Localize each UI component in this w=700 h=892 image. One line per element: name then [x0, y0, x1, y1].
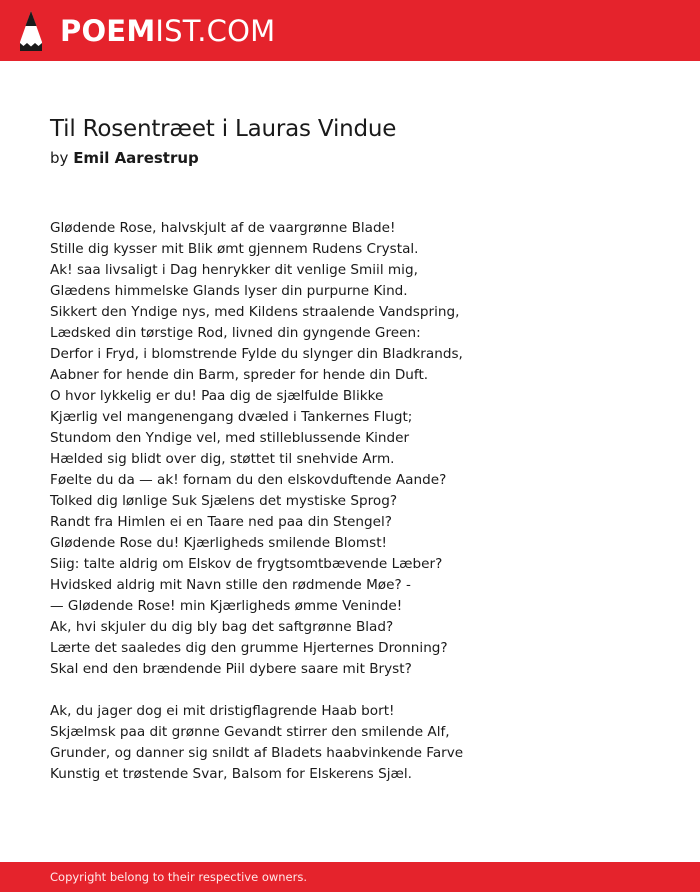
poem-line: Sikkert den Yndige nys, med Kildens straalende Vandspring, — [50, 304, 460, 320]
copyright-text: Copyright belong to their respective owners. — [50, 870, 308, 884]
poem-line: Lædsked din tørstige Rod, livned din gyngende Green: — [50, 325, 421, 341]
poem-stanza-1 — [50, 218, 463, 680]
poem-title: Til Rosentræet i Lauras Vindue — [50, 116, 397, 142]
poem-line: Ak! saa livsaligt i Dag henrykker dit venlige Smiil mig, — [50, 262, 418, 278]
poem-line: Randt fra Himlen ei en Taare ned paa din Stengel? — [50, 514, 392, 530]
poem-line: Glødende Rose du! Kjærligheds smilende Blomst! — [50, 535, 387, 551]
poem-line: Aabner for hende din Barm, spreder for hende din Duft. — [50, 367, 429, 383]
pencil-icon — [18, 10, 44, 52]
poem-line: Føelte du da — ak! fornam du den elskovduftende Aande? — [50, 472, 447, 488]
poem-line: Derfor i Fryd, i blomstrende Fylde du slynger din Bladkrands, — [50, 346, 463, 362]
logo-bold-text: POEM — [60, 14, 156, 48]
poem-line: Hælded sig blidt over dig, støttet til snehvide Arm. — [50, 451, 395, 467]
poem-line: O hvor lykkelig er du! Paa dig de sjælfulde Blikke — [50, 388, 384, 404]
poem-line: Hvidsked aldrig mit Navn stille den rødmende Møe? - — [50, 577, 411, 593]
poem-line: Skjælmsk paa dit grønne Gevandt stirrer den smilende Alf, — [50, 724, 450, 740]
poem-stanza-2 — [50, 701, 463, 785]
site-footer — [0, 862, 700, 892]
byline — [50, 149, 199, 167]
poem-line: Stundom den Yndige vel, med stilleblussende Kinder — [50, 430, 410, 446]
logo-light-text: IST.COM — [155, 14, 276, 48]
logo-wordmark — [60, 9, 275, 53]
poem-line: Lærte det saaledes dig den grumme Hjerternes Dronning? — [50, 640, 448, 656]
site-logo[interactable] — [18, 9, 275, 53]
poem-line: Ak, hvi skjuler du dig bly bag det saftgrønne Blad? — [50, 619, 394, 635]
author-link[interactable]: Emil Aarestrup — [73, 149, 199, 167]
poem-line: — Glødende Rose! min Kjærligheds ømme Veninde! — [50, 598, 403, 614]
site-header — [0, 0, 700, 61]
poem-line: Ak, du jager dog ei mit dristigflagrende Haab bort! — [50, 703, 395, 719]
poem-line: Kjærlig vel mangenengang dvæled i Tankernes Flugt; — [50, 409, 413, 425]
poem-line: Tolked dig lønlige Suk Sjælens det mystiske Sprog? — [50, 493, 398, 509]
poem-line: Grunder, og danner sig snildt af Bladets haabvinkende Farve — [50, 745, 464, 761]
poem-line: Glødende Rose, halvskjult af de vaargrønne Blade! — [50, 220, 396, 236]
poem-line: Skal end den brændende Piil dybere saare mit Bryst? — [50, 661, 412, 677]
poem-line: Siig: talte aldrig om Elskov de frygtsomtbævende Læber? — [50, 556, 443, 572]
poem-line: Glædens himmelske Glands lyser din purpurne Kind. — [50, 283, 408, 299]
by-label: by — [50, 149, 69, 167]
poem-line: Kunstig et trøstende Svar, Balsom for Elskerens Sjæl. — [50, 766, 412, 782]
poem-line: Stille dig kysser mit Blik ømt gjennem Rudens Crystal. — [50, 241, 419, 257]
